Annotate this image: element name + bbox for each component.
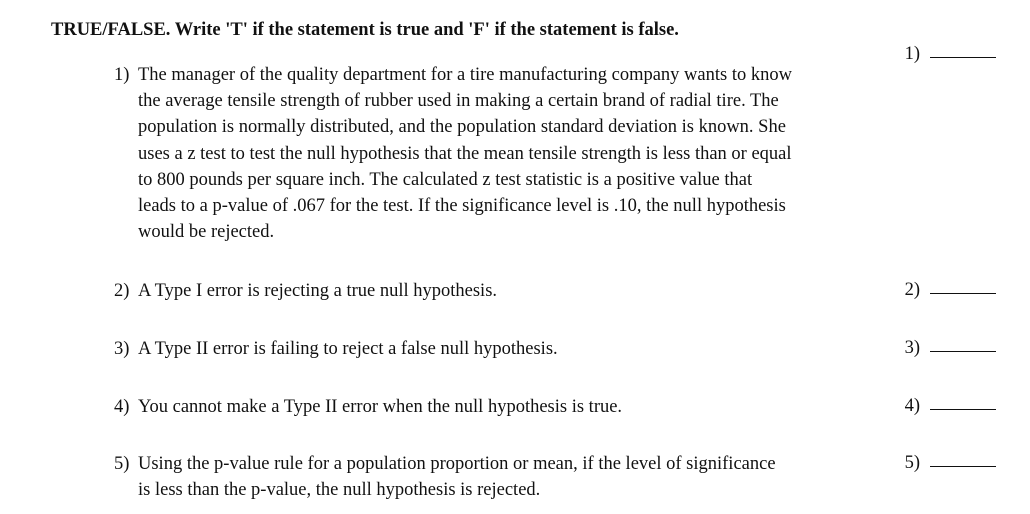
answer-1[interactable] [898, 44, 996, 65]
question-5 [114, 451, 884, 503]
question-1-line-5: to 800 pounds per square inch. The calculated z test statistic is a positive value that [138, 169, 753, 190]
question-2-number: 2) [114, 281, 130, 301]
answer-2[interactable] [898, 280, 996, 301]
question-5-number: 5) [114, 454, 130, 474]
question-2 [114, 278, 497, 304]
question-1-line-6: leads to a p-value of .067 for the test. If the significance level is .10, the null hypothesis [138, 196, 786, 217]
question-1-number: 1) [114, 65, 130, 85]
question-2-text: A Type I error is rejecting a true null hypothesis. [138, 281, 498, 301]
answer-3-blank[interactable] [930, 337, 996, 352]
question-1 [114, 62, 884, 245]
answer-3-label: 3) [904, 338, 920, 358]
answer-5-blank[interactable] [930, 452, 996, 467]
answer-4-label: 4) [904, 396, 920, 416]
question-1-line-3: population is normally distributed, and the population standard deviation is known. She [138, 117, 786, 138]
question-5-line-1: 5) Using the p-value rule for a population proportion or mean, if the level of significance [114, 451, 884, 477]
answer-2-label: 2) [904, 280, 920, 300]
question-1-line-7: would be rejected. [138, 222, 275, 243]
answer-3[interactable] [898, 338, 996, 359]
question-3-number: 3) [114, 339, 130, 359]
answer-4-blank[interactable] [930, 395, 996, 410]
question-1-line-2: the average tensile strength of rubber used in making a certain brand of radial tire. The [138, 91, 779, 112]
answer-5-label: 5) [904, 453, 920, 473]
answer-2-blank[interactable] [930, 279, 996, 294]
question-4-number: 4) [114, 397, 130, 417]
question-4 [114, 394, 622, 420]
answer-4[interactable] [898, 396, 996, 417]
answer-1-blank[interactable] [930, 43, 996, 58]
answer-1-label: 1) [904, 44, 920, 64]
question-5-line-2: is less than the p-value, the null hypothesis is rejected. [138, 480, 541, 501]
question-1-line-4: uses a z test to test the null hypothesis that the mean tensile strength is less than or equal [138, 143, 792, 164]
question-1-line-1: 1) The manager of the quality department for a tire manufacturing company wants to know [114, 62, 884, 88]
answer-5[interactable] [898, 453, 996, 474]
question-3 [114, 336, 558, 362]
question-4-text: You cannot make a Type II error when the null hypothesis is true. [138, 397, 623, 417]
question-3-text: A Type II error is failing to reject a false null hypothesis. [138, 339, 558, 359]
instructions-heading: TRUE/FALSE. Write 'T' if the statement is true and 'F' if the statement is false. [51, 20, 679, 40]
